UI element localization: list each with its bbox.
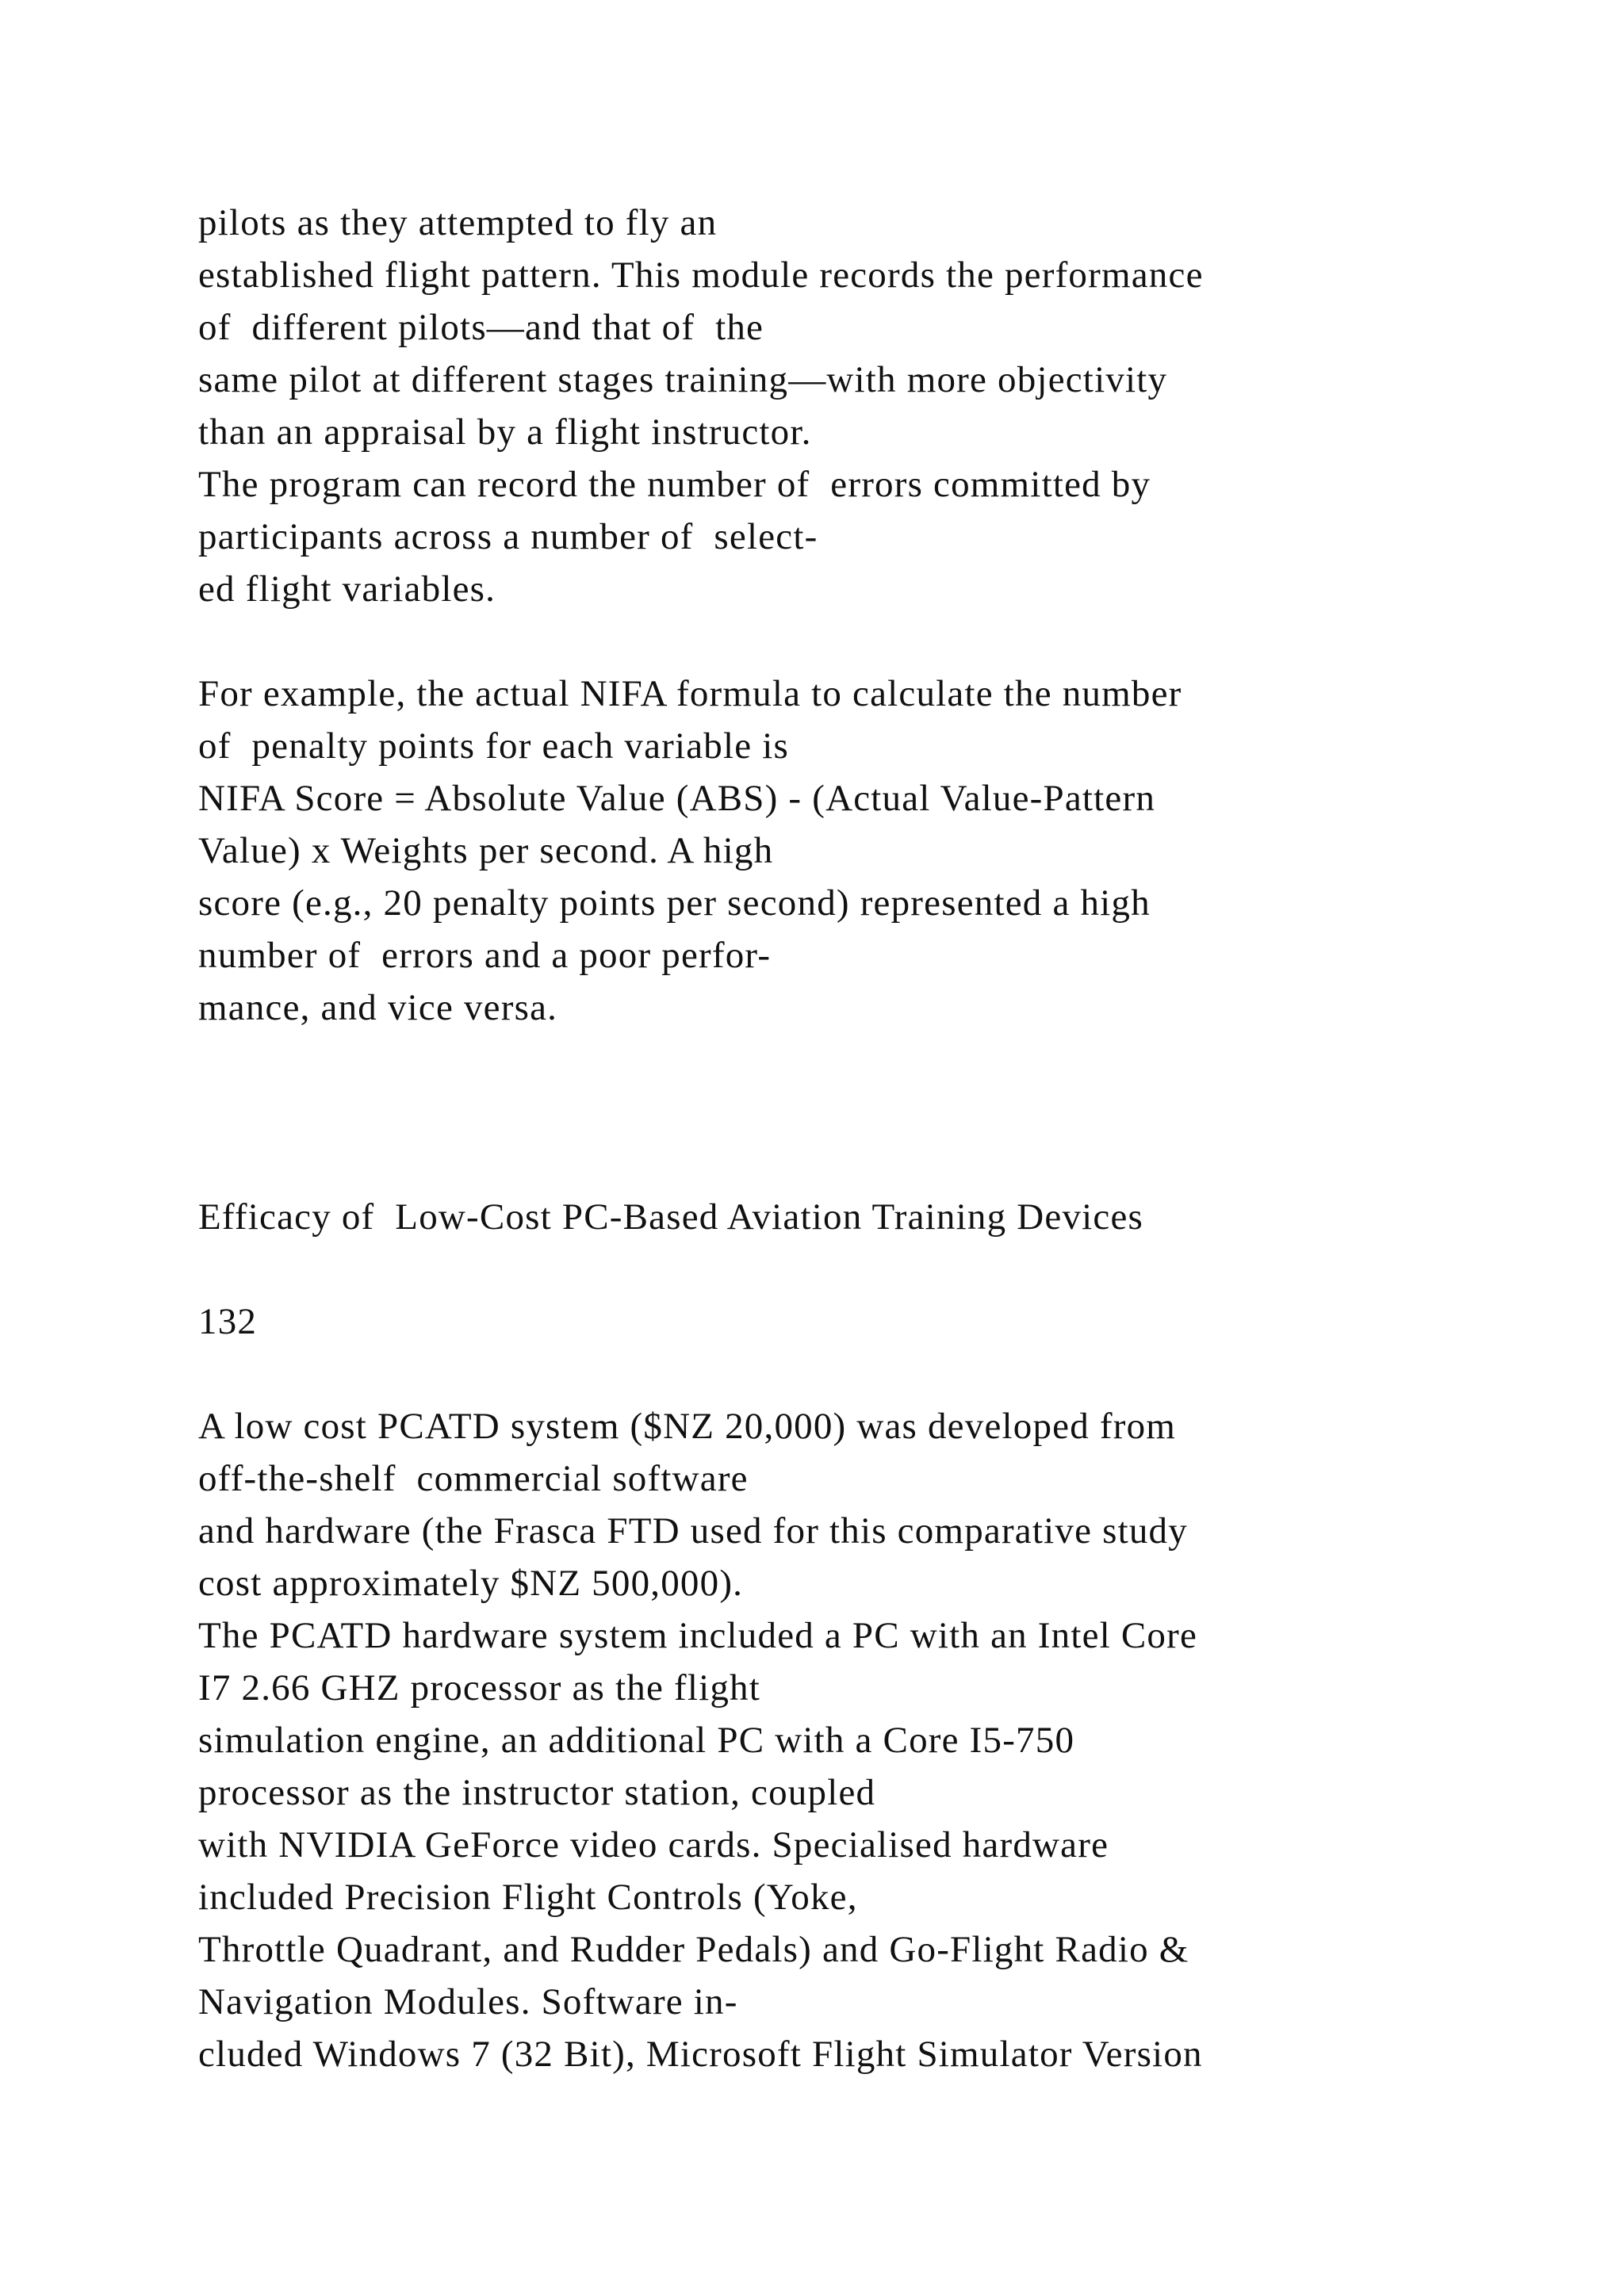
text-line: simulation engine, an additional PC with a Core I5-750 [198,1720,1075,1761]
paragraph-nifa-formula [198,668,1507,1034]
text-line: off-the-shelf commercial software [198,1458,749,1499]
page-number-text: 132 [198,1301,258,1342]
page-number [198,1295,1507,1348]
text-line: than an appraisal by a flight instructor. [198,411,812,453]
text-line: of different pilots—and that of the [198,307,764,348]
text-line: included Precision Flight Controls (Yoke, [198,1877,858,1918]
text-line: participants across a number of select- [198,516,818,557]
text-line: ed flight variables. [198,568,496,610]
text-line: Value) x Weights per second. A high [198,830,774,871]
text-line: same pilot at different stages training—with more objectivity [198,359,1168,400]
text-line: established flight pattern. This module records the performance [198,254,1204,296]
text-line: I7 2.66 GHZ processor as the flight [198,1667,760,1709]
text-line: Navigation Modules. Software in- [198,1981,738,2022]
text-line: pilots as they attempted to fly an [198,202,718,243]
text-line: For example, the actual NIFA formula to calculate the number [198,673,1182,714]
text-line: NIFA Score = Absolute Value (ABS) - (Actual Value-Pattern [198,778,1156,819]
text-line: cost approximately $NZ 500,000). [198,1563,744,1604]
running-title-text: Efficacy of Low-Cost PC-Based Aviation Training Devices [198,1196,1144,1238]
text-line: of penalty points for each variable is [198,725,790,767]
paragraph-pcatd-system [198,1400,1507,2080]
text-line: The program can record the number of errors committed by [198,464,1151,505]
text-line: The PCATD hardware system included a PC with an Intel Core [198,1615,1198,1656]
text-line: number of errors and a poor perfor- [198,935,772,976]
paragraph-nifa-module [198,197,1507,615]
text-line: Throttle Quadrant, and Rudder Pedals) and Go-Flight Radio & [198,1929,1189,1970]
text-line: A low cost PCATD system ($NZ 20,000) was developed from [198,1406,1177,1447]
text-line: mance, and vice versa. [198,987,558,1028]
text-line: with NVIDIA GeForce video cards. Specialised hardware [198,1824,1109,1866]
text-line: and hardware (the Frasca FTD used for this comparative study [198,1510,1188,1552]
text-line: cluded Windows 7 (32 Bit), Microsoft Flight Simulator Version [198,2034,1203,2075]
text-line: score (e.g., 20 penalty points per second) represented a high [198,882,1151,924]
running-title [198,1191,1507,1243]
text-line: processor as the instructor station, coupled [198,1772,876,1813]
